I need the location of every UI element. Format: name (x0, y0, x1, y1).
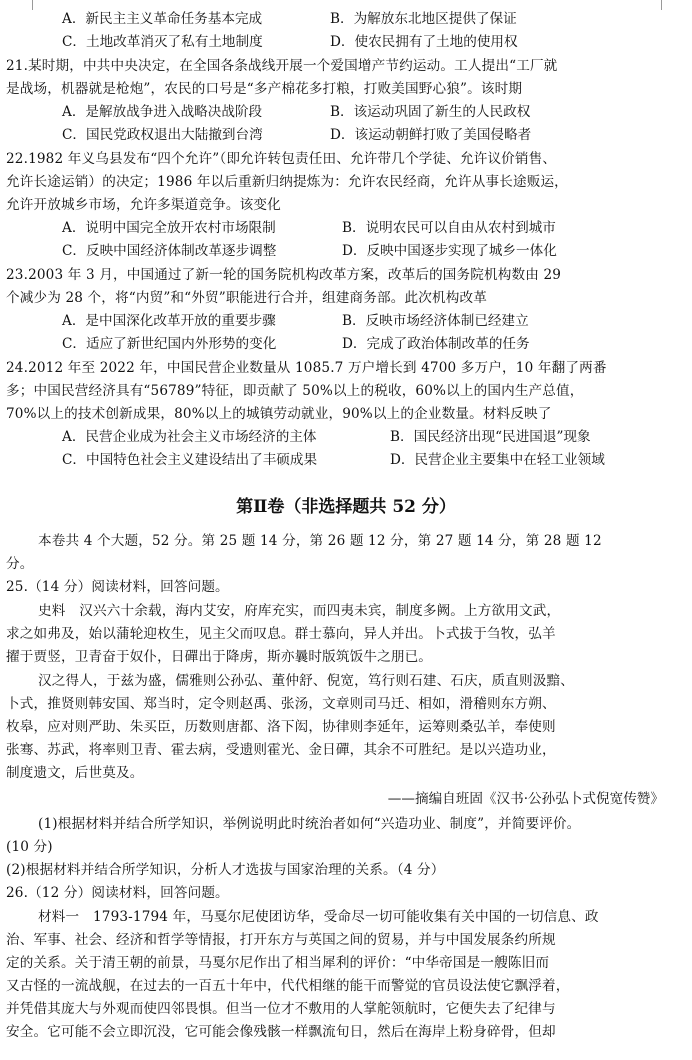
q26-material-line-3: 定的关系。关于清王朝的前景，马戛尔尼作出了相当犀利的评价：“中华帝国是一艘陈旧而 (6, 955, 550, 971)
q21-option-c: C．国民党政权退出大陆撤到台湾 (62, 127, 263, 143)
q21-option-d: D．该运动朝鲜打败了美国侵略者 (330, 127, 532, 143)
q24-option-a: A．民营企业成为社会主义市场经济的主体 (62, 429, 317, 445)
q26-material-line-6: 安全。它可能不会立即沉没，它可能会像残骸一样飘流旬日，然后在海岸上粉身碎骨，但却 (6, 1024, 556, 1040)
q22-option-b: B．说明农民可以自由从农村到城市 (342, 220, 556, 236)
q23-option-a: A．是中国深化改革开放的重要步骤 (62, 313, 276, 329)
q22-stem-line-3: 允许开放城乡市场，允许多渠道竞争。该变化 (6, 197, 281, 213)
section-2-intro-line-2: 分。 (6, 556, 34, 572)
q20-option-b: B．为解放东北地区提供了保证 (330, 11, 517, 27)
q20-option-d: D．使农民拥有了土地的使用权 (330, 34, 518, 50)
q25-source-citation: ——摘编自班固《汉书·公孙弘卜式倪宽传赞》 (387, 791, 664, 807)
q23-option-b: B．反映市场经济体制已经建立 (342, 313, 529, 329)
q22-option-d: D．反映中国逐步实现了城乡一体化 (342, 243, 557, 259)
q21-option-b: B．该运动巩固了新生的人民政权 (330, 104, 531, 120)
section-2-title: 第Ⅱ卷（非选择题共 52 分） (236, 497, 456, 517)
q25-material-line-2: 求之如弗及，始以蒲轮迎枚生，见主父而叹息。群士慕向，异人并出。卜式拔于刍牧，弘羊 (6, 626, 556, 642)
q23-stem-line-2: 个减少为 28 个，将“内贸”和“外贸”职能进行合并，组建商务部。此次机构改革 (6, 290, 487, 306)
q25-subquestion-1: (1)根据材料并结合所学知识，举例说明此时统治者如何“兴造功业、制度”，并简要评价。 (38, 816, 581, 832)
q25-material-line-5: 卜式，推贤则韩安国、郑当时，定令则赵禹、张汤，文章则司马迁、相如，滑稽则东方朔、 (6, 696, 556, 712)
q21-option-a: A．是解放战争进入战略决战阶段 (62, 104, 263, 120)
q23-option-c: C．适应了新世纪国内外形势的变化 (62, 336, 277, 352)
q24-option-d: D．民营企业主要集中在轻工业领域 (390, 452, 605, 468)
q23-option-d: D．完成了政治体制改革的任务 (342, 336, 530, 352)
q24-stem-line-1: 24.2012 年至 2022 年，中国民营企业数量从 1085.7 万户增长到 4700 多万户，10 年翻了两番 (6, 360, 607, 376)
q20-option-c: C．土地改革消灭了私有土地制度 (62, 34, 263, 50)
q26-material-line-1: 材料一 1793-1794 年，马戛尔尼使团访华，受命尽一切可能收集有关中国的一切信息、政 (38, 909, 599, 925)
q22-option-c: C．反映中国经济体制改革逐步调整 (62, 243, 277, 259)
q26-heading: 26.（12 分）阅读材料，回答问题。 (6, 885, 229, 901)
section-2-intro-line-1: 本卷共 4 个大题，52 分。第 25 题 14 分，第 26 题 12 分，第 27 题 14 分，第 28 题 12 (38, 533, 602, 549)
q26-material-line-5: 并凭借其庞大与外观而使四邻畏惧。但当一位才不敷用的人掌舵领航时，它便失去了纪律与 (6, 1001, 556, 1017)
q24-option-c: C．中国特色社会主义建设结出了丰硕成果 (62, 452, 318, 468)
q25-material-line-7: 张骞、苏武，将率则卫青、霍去病，受遗则霍光、金日磾，其余不可胜纪。是以兴造功业， (6, 742, 556, 758)
q23-stem-line-1: 23.2003 年 3 月，中国通过了新一轮的国务院机构改革方案，改革后的国务院机构数由 29 (6, 267, 562, 283)
q25-subquestion-2: (2)根据材料并结合所学知识，分析人才选拔与国家治理的关系。（4 分） (6, 862, 445, 878)
page-corner-mark-right (661, 0, 662, 10)
page-corner-mark-left (32, 0, 33, 10)
q26-material-line-4: 又古怪的一流战舰，在过去的一百五十年中，代代相继的能干而警觉的官员设法使它飘浮着， (6, 978, 570, 994)
q22-stem-line-1: 22.1982 年义乌县发布“四个允许”（即允许转包责任田、允许带几个学徒、允许议价销售、 (6, 151, 557, 167)
q25-subquestion-1-score: (10 分) (6, 839, 53, 855)
q21-stem-line-2: 是战场，机器就是枪炮”，农民的口号是“多产棉花多打粮，打败美国野心狼”。该时期 (6, 81, 523, 97)
q25-heading: 25.（14 分）阅读材料，回答问题。 (6, 579, 229, 595)
q25-material-line-4: 汉之得人，于兹为盛，儒雅则公孙弘、董仲舒、倪宽，笃行则石建、石庆，质直则汲黯、 (38, 673, 575, 689)
q20-option-a: A．新民主主义革命任务基本完成 (62, 11, 263, 27)
q24-option-b: B．国民经济出现“民进国退”现象 (390, 429, 591, 445)
q26-material-line-2: 治、军事、社会、经济和哲学等情报，打开东方与英国之间的贸易，并与中国发展条约所规 (6, 932, 556, 948)
q25-material-line-1: 史料 汉兴六十余载，海内艾安，府库充实，而四夷未宾，制度多阙。上方欲用文武， (38, 603, 561, 619)
q22-option-a: A．说明中国完全放开农村市场限制 (62, 220, 276, 236)
q25-material-line-8: 制度遗文，后世莫及。 (6, 765, 144, 781)
q22-stem-line-2: 允许长途运销）的决定；1986 年以后重新归纳提炼为：允许农民经商，允许从事长途贩运， (6, 174, 568, 190)
q25-material-line-3: 擢于贾竖，卫青奋于奴仆，日磾出于降虏，斯亦曩时版筑饭牛之朋已。 (6, 649, 433, 665)
q24-stem-line-3: 70%以上的技术创新成果，80%以上的城镇劳动就业，90%以上的企业数量。材料反映了 (6, 406, 552, 422)
q25-material-line-6: 枚皋，应对则严助、朱买臣，历数则唐都、洛下闳，协律则李延年，运筹则桑弘羊，奉使则 (6, 719, 556, 735)
q24-stem-line-2: 多；中国民营经济具有“56789”特征，即贡献了 50%以上的税收，60%以上的国内生产总值， (6, 383, 584, 399)
q21-stem-line-1: 21.某时期，中共中央决定，在全国各条战线开展一个爱国增产节约运动。工人提出“工厂就 (6, 58, 558, 74)
